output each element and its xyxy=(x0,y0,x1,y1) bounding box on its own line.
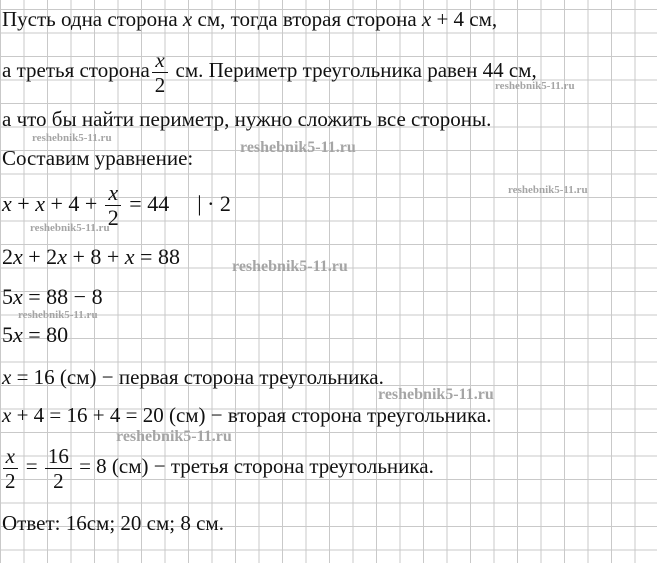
watermark: reshebnik5-11.ru xyxy=(240,139,356,156)
line-third-side: $\frac{x}{2}$ = $\frac{16}{2}$ = 8 (см) − третья сторона треугольника. xyxy=(2,442,434,493)
fraction-x-over-2: $\frac{x}{2}$ xyxy=(152,48,169,97)
watermark: reshebnik5-11.ru xyxy=(232,258,348,275)
equation-1: x + x + 4 + $\frac{x}{2}$ = 44 | · 2 xyxy=(2,180,231,231)
line-2: а третья сторона $\frac{x}{2}$ см. Периметр треугольника равен 44 см, xyxy=(2,47,537,97)
watermark: reshebnik5-11.ru xyxy=(508,184,588,196)
watermark: reshebnik5-11.ru xyxy=(495,80,575,92)
answer-line: Ответ: 16см; 20 см; 8 см. xyxy=(2,511,224,535)
line-first-side: x = 16 (см) − первая сторона треугольника. xyxy=(2,365,384,389)
fraction-x-over-2: $\frac{x}{2}$ xyxy=(2,444,19,493)
watermark: reshebnik5-11.ru xyxy=(116,428,232,445)
equation-4: 5x = 80 xyxy=(2,322,69,347)
fraction-x-over-2: $\frac{x}{2}$ xyxy=(105,181,122,230)
watermark: reshebnik5-11.ru xyxy=(30,222,110,234)
line-3: а что бы найти периметр, нужно сложить все стороны. xyxy=(2,107,492,131)
watermark: reshebnik5-11.ru xyxy=(18,309,98,321)
fraction-16-over-2: $\frac{16}{2}$ xyxy=(45,444,72,493)
watermark: reshebnik5-11.ru xyxy=(32,132,112,144)
line-4: Составим уравнение: xyxy=(2,146,194,170)
line-1: Пусть одна сторона x см, тогда вторая сторона x + 4 см, xyxy=(2,7,498,31)
equation-2: 2x + 2x + 8 + x = 88 xyxy=(2,244,180,269)
line-second-side: x + 4 = 16 + 4 = 20 (см) − вторая сторона треугольника. xyxy=(2,403,492,427)
watermark: reshebnik5-11.ru xyxy=(378,386,494,403)
equation-3: 5x = 88 − 8 xyxy=(2,284,103,309)
